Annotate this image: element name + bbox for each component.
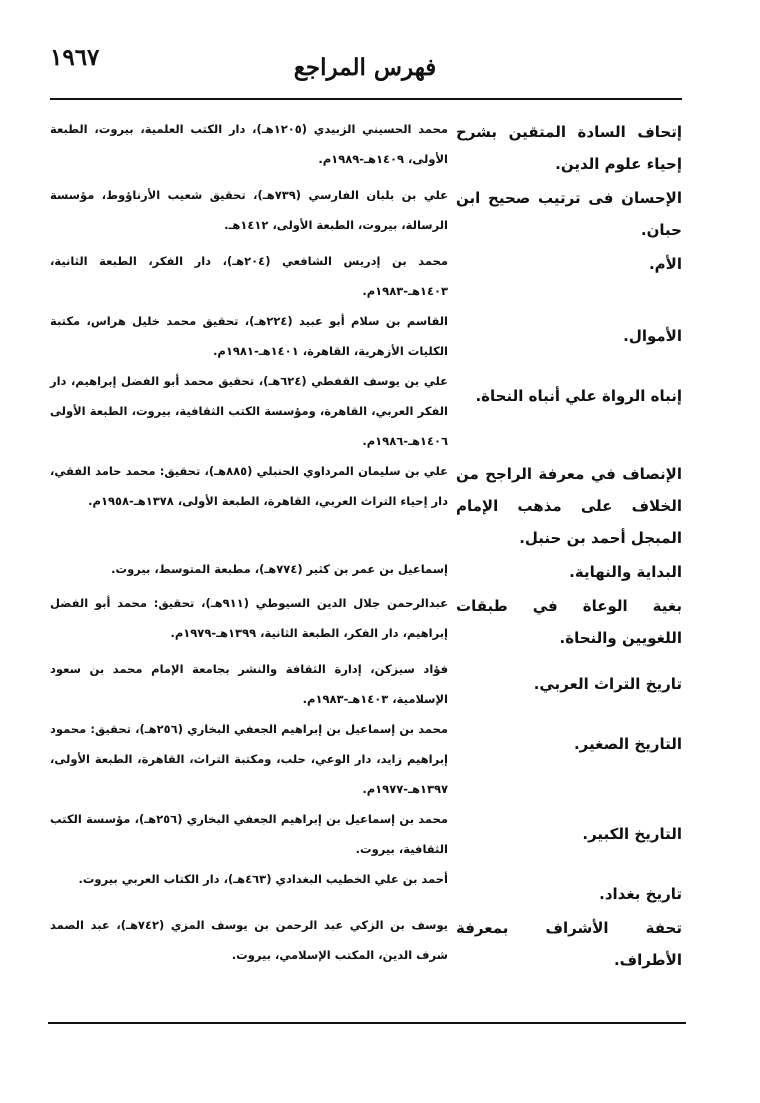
entry-title: إتحاف السادة المتقين بشرح إحياء علوم الدين. bbox=[456, 123, 682, 173]
entry-reference: محمد بن إسماعيل بن إبراهيم الجعفي البخاري (٢٥٦هـ)، تحقيق: محمود إبراهيم زايد، دار الوعي، حلب، ومكتبة التراث، القاهرة، الطبعة الأولى، ١٣٩٧هـ-١٩٧٧م. bbox=[50, 722, 449, 796]
entry-title: بغية الوعاة في طبقات اللغويين والنحاة. bbox=[456, 597, 682, 647]
entry-reference: محمد بن إسماعيل بن إبراهيم الجعفي البخاري (٢٥٦هـ)، مؤسسة الكتب الثقافية، بيروت. bbox=[50, 812, 449, 856]
entry-reference: إسماعيل بن عمر بن كثير (٧٧٤هـ)، مطبعة المتوسط، بيروت. bbox=[111, 562, 448, 576]
reference-entry bbox=[50, 366, 682, 456]
entry-title: الأموال. bbox=[623, 327, 682, 345]
footer-rule bbox=[48, 1022, 686, 1024]
entry-reference: علي بن بلبان الفارسي (٧٣٩هـ)، تحقيق شعيب الأرناؤوط، مؤسسة الرسالة، بيروت، الطبعة الأولى، ١٤١٢هـ. bbox=[50, 188, 448, 232]
reference-entry bbox=[50, 114, 682, 180]
entry-reference: علي بن سليمان المرداوي الحنبلي (٨٨٥هـ)، تحقيق: محمد حامد الفقي، دار إحياء التراث العربي، القاهرة، الطبعة الأولى، ١٣٧٨هـ-١٩٥٨م. bbox=[50, 464, 448, 508]
header-rule bbox=[50, 98, 682, 100]
entry-reference: علي بن يوسف القفطي (٦٢٤هـ)، تحقيق محمد أبو الفضل إبراهيم، دار الفكر العربي، القاهرة، ومؤسسة الكتب الثقافية، بيروت، الطبعة الأولى ١٤٠٦هـ-١٩٨٦م. bbox=[50, 374, 449, 448]
reference-entry bbox=[50, 864, 682, 910]
entry-title: التاريخ الصغير. bbox=[573, 735, 682, 753]
entry-title: الإنصاف في معرفة الراجح من الخلاف على مذهب الإمام المبجل أحمد بن حنبل. bbox=[456, 465, 682, 547]
references-list bbox=[50, 114, 682, 976]
entry-reference: أحمد بن علي الخطيب البغدادي (٤٦٣هـ)، دار الكتاب العربي بيروت. bbox=[78, 872, 448, 886]
reference-entry bbox=[50, 910, 682, 976]
entry-title: إنباه الرواة علي أنباه النحاة. bbox=[475, 387, 682, 405]
entry-reference: القاسم بن سلام أبو عبيد (٢٢٤هـ)، تحقيق محمد خليل هراس، مكتبة الكليات الأزهرية، القاهرة، ١٤٠١هـ-١٩٨١م. bbox=[50, 314, 448, 358]
reference-entry bbox=[50, 246, 682, 306]
entry-reference: محمد الحسيني الزبيدي (١٢٠٥هـ)، دار الكتب العلمية، بيروت، الطبعة الأولى، ١٤٠٩هـ-١٩٨٩م. bbox=[50, 122, 448, 166]
page-title: فهرس المراجع bbox=[293, 54, 437, 81]
entry-title: تحفة الأشراف بمعرفة الأطراف. bbox=[456, 919, 682, 969]
reference-entry bbox=[50, 654, 682, 714]
entry-title: البداية والنهاية. bbox=[569, 563, 682, 581]
reference-entry bbox=[50, 554, 682, 588]
reference-entry bbox=[50, 306, 682, 366]
reference-entry bbox=[50, 714, 682, 804]
reference-entry bbox=[50, 180, 682, 246]
entry-title: الأم. bbox=[648, 255, 682, 273]
entry-reference: محمد بن إدريس الشافعي (٢٠٤هـ)، دار الفكر، الطبعة الثانية، ١٤٠٣هـ-١٩٨٣م. bbox=[50, 254, 448, 298]
entry-title: الإحسان فى ترتيب صحيح ابن حبان. bbox=[456, 189, 682, 239]
reference-entry bbox=[50, 456, 682, 554]
reference-entry bbox=[50, 588, 682, 654]
entry-title: تاريخ بغداد. bbox=[599, 885, 682, 903]
page-header bbox=[40, 38, 690, 88]
entry-title: تاريخ التراث العربي. bbox=[533, 675, 682, 693]
page-number: ١٩٦٧ bbox=[50, 44, 100, 71]
entry-reference: فؤاد سيزكن، إدارة الثقافة والنشر بجامعة الإمام محمد بن سعود الإسلامية، ١٤٠٣هـ-١٩٨٣م. bbox=[50, 662, 448, 706]
entry-reference: يوسف بن الزكي عبد الرحمن بن يوسف المزي (٧٤٢هـ)، عبد الصمد شرف الدين، المكتب الإسلامي، بيروت. bbox=[50, 918, 448, 962]
entry-reference: عبدالرحمن جلال الدين السيوطي (٩١١هـ)، تحقيق: محمد أبو الفضل إبراهيم، دار الفكر، الطبعة الثانية، ١٣٩٩هـ-١٩٧٩م. bbox=[50, 596, 449, 640]
reference-entry bbox=[50, 804, 682, 864]
entry-title: التاريخ الكبير. bbox=[582, 825, 682, 843]
